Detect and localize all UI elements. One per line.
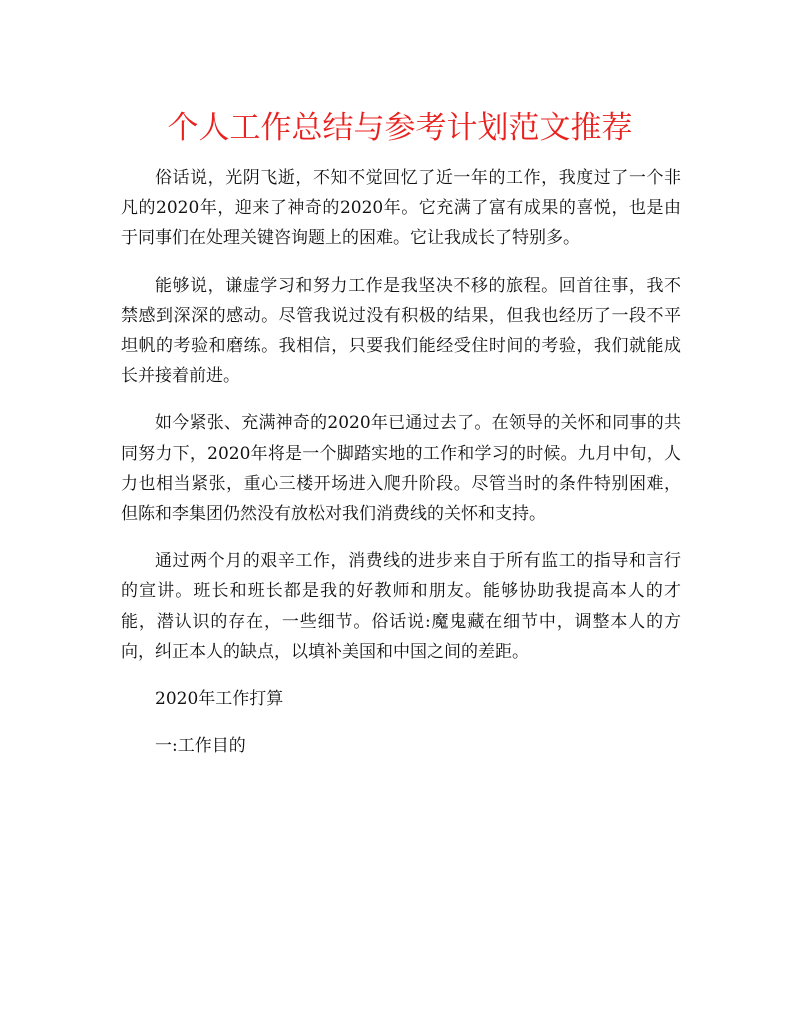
paragraph-1: 俗话说，光阴飞逝，不知不觉回忆了近一年的工作，我度过了一个非凡的2020年，迎来了神奇的2020年。它充满了富有成果的喜悦，也是由于同事们在处理关键咨询题上的困难。它让我成长了特别多。	[121, 168, 681, 249]
paragraph-2: 能够说，谦虚学习和努力工作是我坚决不移的旅程。回首往事，我不禁感到深深的感动。尽管我说过没有积极的结果，但我也经历了一段不平坦帆的考验和磨练。我相信，只要我们能经受住时间的考验，我们就能成长并接着前进。	[121, 275, 681, 387]
paragraph-4: 通过两个月的艰辛工作，消费线的进步来自于所有监工的指导和言行的宣讲。班长和班长都是我的好教师和朋友。能够协助我提高本人的才能，潜认识的存在，一些细节。俗话说:魔鬼藏在细节中，调整本人的方向，纠正本人的缺点，以填补美国和中国之间的差距。	[121, 551, 681, 662]
section-heading: 2020年工作打算	[155, 689, 284, 710]
document-body	[121, 163, 681, 778]
paragraph-3: 如今紧张、充满神奇的2020年已通过去了。在领导的关怀和同事的共同努力下，2020年将是一个脚踏实地的工作和学习的时候。九月中旬，人力也相当紧张，重心三楼开场进入爬升阶段。尽管当时的条件特别困难，但陈和李集团仍然没有放松对我们消费线的关怀和支持。	[121, 413, 681, 525]
page-title: 个人工作总结与参考计划范文推荐	[167, 110, 633, 146]
subsection-heading: 一:工作目的	[155, 736, 246, 757]
